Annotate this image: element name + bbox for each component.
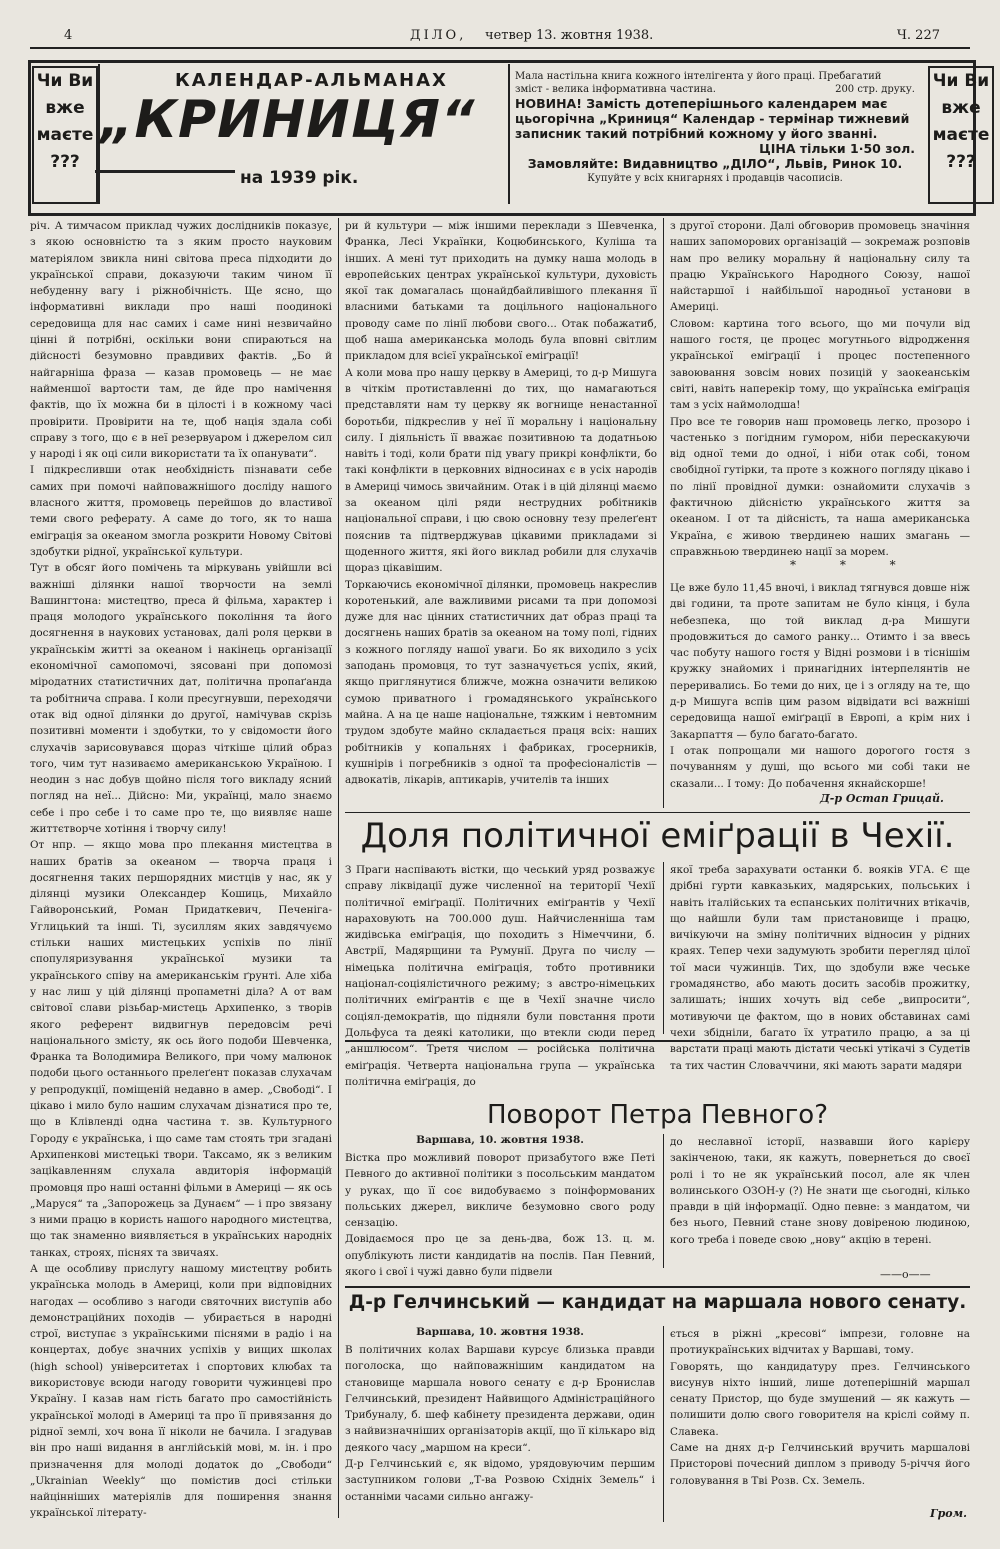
- section-rule: [345, 1040, 970, 1042]
- section-rule: [345, 1286, 970, 1288]
- article4-signature: Гром.: [930, 1507, 967, 1520]
- ad-price: ЦІНА тільки 1·50 зол.: [759, 141, 915, 156]
- ad-side-right: [928, 66, 994, 204]
- ad-buy: Купуйте у всіх книгарнях і продавців часописів.: [587, 173, 843, 184]
- ad-year: на 1939 рік.: [240, 168, 359, 188]
- article2-column-2: якої треба зарахувати останки б. вояків УГА. Є ще дрібні гурти кавказьких, мадярських, польських і навіть італійських та еспанських політичних втікачів, що найшли були там пристановище і працю, вичікуючи на зміну політичних відносин у рідних краях. Тепер чехи задумують зробити перегляд цілої тої маси чужинців. Тих, що здобули вже чеське громадянство, або мають досить засобів прожитку, залишать; інших хочуть від себе „випросити“, мотивуючи це фактом, що в нових обставинах самі чехи збідніли, багато їх утратило працю, а за ці варстати праці мають дістати чеські утікачі з Судетів та тих частин Словаччини, які мають зарати мадяри: [670, 864, 970, 1072]
- article4-dateline: Варшава, 10. жовтня 1938.: [416, 1326, 584, 1338]
- ad-side-text: маєте: [932, 125, 990, 145]
- column-rule: [663, 218, 664, 808]
- ad-side-text: вже: [941, 98, 981, 118]
- article3-headline: Поворот Петра Певного?: [486, 1100, 829, 1130]
- article2-column-1: З Праги наспівають вістки, що чеський уряд розважує справу ліквідації дуже численної на території Чехії політичної еміґрації. Політичних еміґрантів у Чехії нараховують на 700.000 душ. Найчисленніша там жидівська еміґрація, що походить з Німеччини, б. Австрії, Мадярщини та Румунії. Друга по числу — німецька політична еміґрація, тобто противники націонал-соціялістичного режиму; з австро-німецьких політичних еміґрантів є ще в Чехії значне число соціял-демократів, що підняли були повстання проти Дольфуса та деякі католики, що втекли сюди перед „аншлюсом“. Третя числом — російська політична еміґрація. Четверта національна група — українська політична еміґрація, до: [345, 864, 655, 1088]
- article1-column-3b: Це вже було 11,45 вночі, і виклад тягнувся довше ніж дві години, та проте запитам не було кінця, і була небезпека, що той виклад д-ра Мишуги продовжиться до самого ранку... Отимто і за ввесь час побуту нашого гостя у Відні розмови і в тіснішім кружку знайомих і принагідних інтерпелянтів не переривались. Бо теми до них, це і з огляду на те, що д-р Мишуга вспів цим разом відвідати всі важніші середовища нашої еміґрації в Европі, а крім них і Закарпаття — було багато-багато. І отак попрощали ми нашого дорогого гостя з почуванням у душі, що всього ми собі таки не сказали... І тому: До побачення якнайскорше!: [670, 582, 970, 790]
- section-rule: [345, 812, 970, 813]
- ad-order: Замовляйте: Видавництво „ДІЛО“, Львів, Ринок 10.: [527, 156, 903, 171]
- page-number: 4: [64, 28, 73, 43]
- article4-column-1: В політичних колах Варшави курсує близька правди поголоска, що найповажнішим кандидатом на становище маршала нового сенату є д-р Бронислав Гелчинський, президент Найвищого Адміністраційного Трибуналу, б. шеф кабінету президента держави, один з найвизначніших організаторів акції, що її кількаро від деякого часу „маршом на креси“. Д-р Гелчинський є, як відомо, урядовуючим першим заступником голови „Т-ва Розвою Східніх Земель“ і останніми часами сильно ангажу-: [345, 1344, 655, 1503]
- article1-column-1: річ. А тимчасом приклад чужих дослідників показує, з якою основністю та з яким просто науковим матеріялом звикла нині світова преса підходити до української справи, доказуючи таким чином її небуденну вагу і ріжнобічність. Ще ясно, що інформативні виклади про наші поодинокі середовища для нас самих і саме нині незвичайно цінні й потрібні, оскільки вони спираються на дійсності безумовно правдивих фактів. „Бо й найгарніша фраза — казав промовець — не має найменшої вартости там, де йде про намічення фактів, що їх можна би в цілості і в кожному часі провірити. Провірити на те, щоб нація здала собі справу з того, що є в неї резервуаром і джерелом сил у народі і як оці сили використати та їх опанувати“. І підкресливши отак необхідність пізнавати себе самих при помочі найповажнішого досліду нашого власного життя, промовець перейшов до властивої теми свого реферату. А саме до того, як то наша еміграція за океаном змогла розкрити Новому Світові здобутки рідної, української культури. Тут в обсяг його помічень та міркувань увійшли всі важніші ділянки нашої творчости на землі Вашингтона: мистецтво, преса й фільма, характер і праця молодого українського покоління та його досягнення в наукових установах, далі роля церкви в українськім житті за океаном і накінець організації економічної самопомочі, зясовані при допомозі міродатних статистичних дат, політична пропаґанда та робітнича справа. І коли пресугнувши, переходячи отак від одної ділянки до другої, намічував скрізь позитивні моменти і здобутки, то у свідомости його слухачів зарисовувався щораз чіткіше цілий образ того, чим тут називаємо американською Україною. І неодин з нас добув щойно після того викладу ясний погляд на неї... Дійсно: Ми, українці, мало знаємо себе і про себе і то саме про те, що виявляє наше життєтворче хотіння і творчу силу! От нпр. — якщо мова про плекання мистецтва в наших братів за океаном — творча праця і досягнення таких першорядних мистців у нас, як у ділянці музики Олександер Кошиць, Михайло Гайворонський, Роман Придаткевич, Печеніга-Углицький та інші. Ті, зусиллям яких завдячуємо стільки наших мистецьких успіхів по лінії спопуляризування української музики та українського співу на американськім ґрунті. Але хіба у нас лиш у цій ділянці пропаметні діла? А от вам світової слави різьбар-мистець Архипенко, з творів якого референт видвигнув передовсім речі національного змісту, як ось його подоби Шевченка, Франка та Володимира Великого, при чому малюнок подоби цього останнього прелеґент показав слухачам у репродукції, поміщеній недавно в амер. „Свободі“. І цікаво і мило було нашим слухачам дізнатися про те, що в Клівленді одна частина т. зв. Культурного Городу є українська, і що саме там стоять три згадані Архипенкові мистецькі твори. Таксамо, як з великим заціkавленням слухала авдиторія інформацій промовця про наші останні фільми в Америці — як ось „Маруся“ та „Запорожець за Дунаєм“ — і про звязану з ними працю в користь нашого народного мистецтва, що так знаменно виявляється в українських народніх танках, строях, піснях та звичаях. А ще особливу прислугу нашому мистецтву робить українська молодь в Америці, коли при відповідних нагодах — особливо з нагоди святочних виступів або демонстраційних походів — убирається в народні строї, виступає з українськими піснями в радіо і на концертах, добує значних успіхів у вищих школах (high school) університетах і спортових клюбах та використовує всюди нагоду говорити чужинцеві про Україну. І казав нам гість багато про самостійність української молоді в Америці та про її привязання до рідної землі, хоч вона її ніколи не бачила. І згадував він про наші видання в англійській мові, м. ін. і про призначення для молоді додаток до „Свободи“ „Ukrainian Weekly“ що помістив досі стільки найцінніших матеріялів для поширення знання української літерату-: [30, 220, 332, 1520]
- column-rule: [663, 1326, 664, 1522]
- article4-headline: Д-р Гелчинський — кандидат на маршала нового сенату.: [348, 1292, 967, 1313]
- article1-signature: Д-р Остап Грицай.: [820, 792, 944, 805]
- ad-side-text: маєте: [36, 125, 94, 145]
- column-rule: [338, 218, 339, 1518]
- ad-side-text: Чи Ви: [36, 71, 94, 91]
- ad-divider: [508, 64, 510, 204]
- ad-side-text: ???: [946, 152, 976, 172]
- article3-column-1: Вістка про можливий поворот призабутого вже Петі Певного до активної політики з посольським мандатом у руках, що її соє видобуваємо з поінформованих польських джерел, викличе безумовно свого роду сензацію. Довідаємося про це за день-два, бож 13. ц. м. опублікують листи кандидатів на послів. Пан Певний, якого і свої і чужі давно були підвели: [345, 1152, 655, 1279]
- ad-pages: 200 стр. друку.: [835, 84, 915, 95]
- article1-column-3: з другої сторони. Далі обговорив промовець значіння наших запоморових організацій — зокремаж розповів нам про велику моральну й національну силу та працю Українського Народного Союзу, нашої найстаршої і найбільшої народньої установи в Америці. Словом: картина того всього, що ми почули від нашого гостя, це процес могутнього відродження української еміґрації і процес постепенного завоювання зовсім нових позицій у заокеанськім світі, навіть наперекір тому, що українська еміґрація там з усіх наймолодша! Про все те говорив наш промовець легко, прозоро і частенько з погідним гумором, ніби перескакуючи від одної теми до одної, і ніби отак собі, тоном свобідної гутірки, та проте з кожного погляду цікаво і по лінії провідної думки: ознайомити слухачів з фактичною дійсністю українського життя за океаном. І от та дійсність, та наша американська Україна, є живою твердинею наших змагань — справжньою твердинею нації за морем.: [670, 220, 970, 558]
- ad-line2: зміст - велика інформативна частина.: [515, 84, 716, 95]
- masthead: [30, 30, 970, 46]
- ad-title: „КРИНИЦЯ“: [100, 90, 476, 150]
- ad-side-text: вже: [45, 98, 85, 118]
- ad-underline: [95, 170, 235, 173]
- issue-date: четвер 13. жовтня 1938.: [485, 28, 654, 43]
- masthead-rule: [30, 47, 970, 49]
- article4-column-2: ється в ріжні „кресові“ імпрези, головне на протиукраїнських відчитах у Варшаві, тому. Говорять, що кандидатуру през. Гелчинського висунув ніхто інший, лише дотеперішній маршал сенату Пристор, що буде змушений — як кажуть — полишити долю свого говорителя на кріслі сойму п. Славека. Саме на днях д-р Гелчинський вручить маршалові Присторові почесний диплом з приводу 5-річчя його головування в Тві Розв. Сх. Земель.: [670, 1328, 970, 1487]
- paper-title: ДІЛО,: [410, 28, 467, 43]
- column-rule: [663, 1134, 664, 1268]
- issue-number: Ч. 227: [896, 28, 940, 43]
- ad-side-left: [32, 66, 98, 204]
- section-stars: * * *: [790, 558, 916, 572]
- article3-column-2: до неславної історії, назвавши його карієру закінченою, таки, як кажуть, повернеться до своєї ролі і то не як український посол, але як член волинського ОЗОН-у (?) Не знати ще сьогодні, кілько правди в цій інформації. Одно певне: з мандатом, чи без нього, Певний стане знову довіреною людиною, кого треба і поведе свою „нову“ акцію в терені.: [670, 1136, 970, 1246]
- ad-novyna: НОВИНА! Замість дотеперішнього календарем має цьогорічна „Криниця“ Календар - термінар тижневий записник такий потрібний кожному у його званні.: [515, 96, 910, 141]
- ad-kalendar-label: КАЛЕНДАР-АЛЬМАНАХ: [175, 70, 448, 91]
- section-ornament: ——o——: [880, 1268, 931, 1281]
- column-rule: [663, 862, 664, 1034]
- article2-headline: Доля політичної еміґрації в Чехії.: [360, 816, 955, 856]
- ad-side-text: ???: [50, 152, 80, 172]
- ad-line1: Мала настільна книга кожного інтелігента у його праці. Пребагатий: [515, 71, 882, 82]
- article1-column-2: ри й культури — між іншими переклади з Шевченка, Франка, Лесі Українки, Коцюбинського, Куліша та інших. А мені тут приходить на думку наша молодь в европейських центрах української культури, духовість якої так домагалась щонайдбайливішого плекання її власними батьками та доцільного національного проводу саме по лінії любови свого... Отак побажатиб, щоб наша американська молодь була вповні світлим прикладом для всієї української еміґрації! А коли мова про нашу церкву в Америці, то д-р Мишуга в чіткім протиставленні до тих, що намагаються представляти нам ту церкву як вогнище ненастанної боротьби, підкреслив у неї її моральну і національну силу. І діяльність її вважає позитивною та додатньою навіть і тоді, коли брати під увагу прикрі конфлікти, бо такі конфлікти в церковних відносинах є в усіх народів в Америці чимось звичайним. Отак і в цій ділянці маємо за океаном цілі ряди неструдних робітників національної справи, і цю свою основну тезу прелеґент пояснив та підтверджував цікавими прикладами зі щоденного життя, які його виклад робили для слухачів щораз цікавішим. Торкаючись економічної ділянки, промовець накреслив коротенький, але важливими рисами та при допомозі дуже для нас цінних статистичних дат образ праці та досягнень наших братів за океаном на тому полі, гідних з кожного погляду нашої уваги. Бо як виходило з усіх заподань промовця, то тут зазначується успіх, який, якщо приглянутися ближче, можна означити великою сумою приватного і громадянського українського майна. А на це наше національне, тяжким і невтомним трудом здобуте майно складається праця всіх: наших робітників у копальнях і фабриках, гросерників, кушнірів і погребників з одної та професіоналістів — адвокатів, лікарів, аптикарів, учителів та інших: [345, 220, 657, 787]
- ad-text-block: [515, 70, 915, 185]
- article3-dateline: Варшава, 10. жовтня 1938.: [416, 1134, 584, 1146]
- ad-side-text: Чи Ви: [932, 71, 990, 91]
